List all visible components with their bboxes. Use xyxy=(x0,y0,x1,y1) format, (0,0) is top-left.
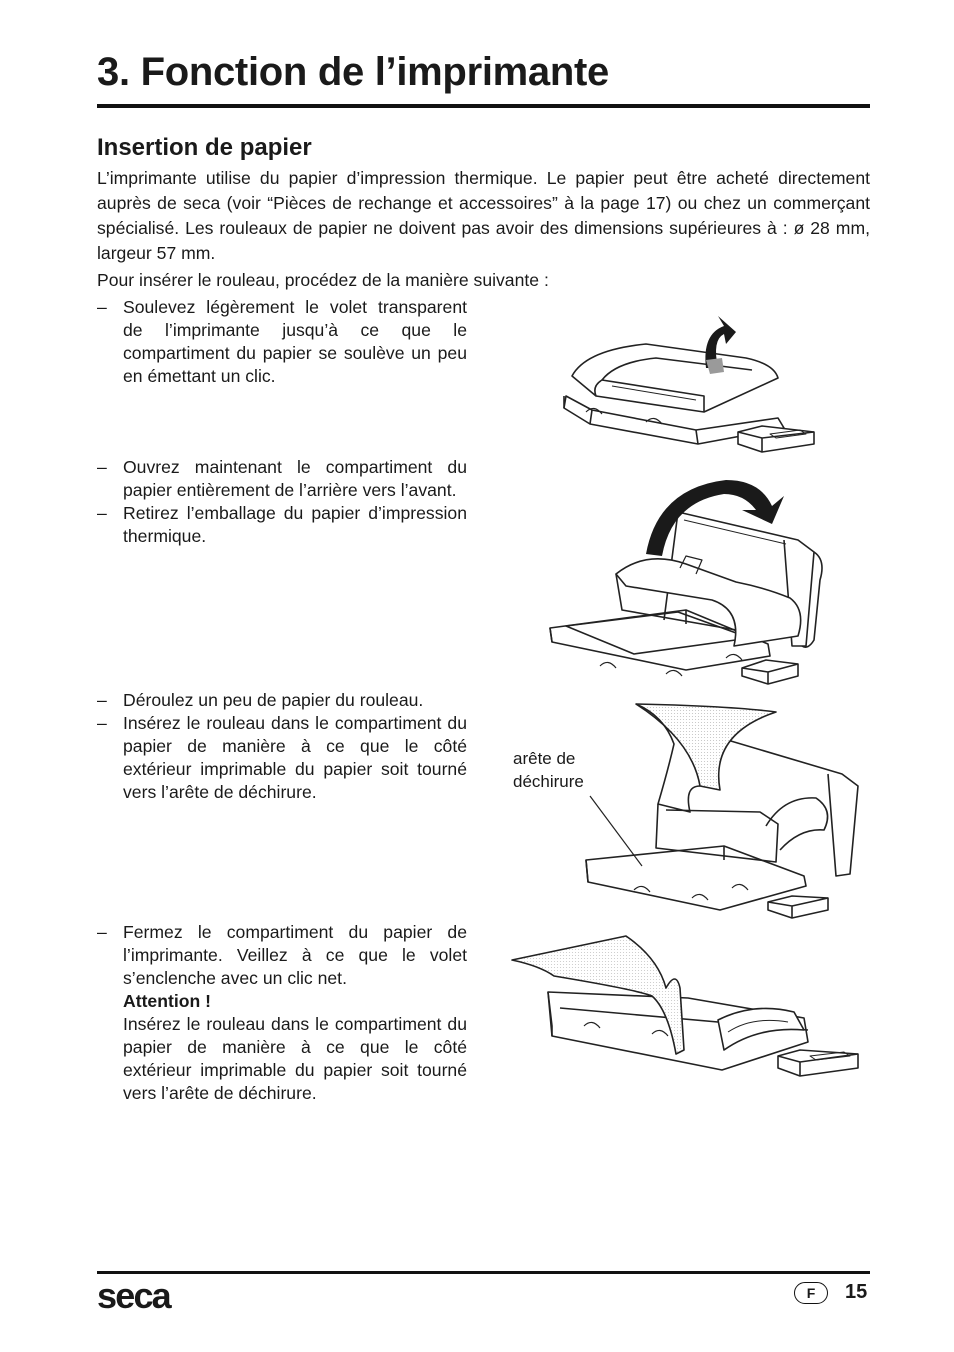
list-item-text: Insérez le rouleau dans le compartiment du papier de manière à ce que le côté extérieur imprimable du papier soit tourné vers l’arête de déchirure. xyxy=(123,713,467,802)
list-item xyxy=(97,921,467,990)
figure-lift-flap xyxy=(556,300,820,460)
step-4 xyxy=(97,921,467,1105)
step-3 xyxy=(97,689,467,804)
step-2 xyxy=(97,456,467,548)
list-item-text: Déroulez un peu de papier du rouleau. xyxy=(123,690,424,710)
list-item xyxy=(97,296,467,388)
callout-leader xyxy=(590,796,642,866)
list-item-text: Fermez le compartiment du papier de l’imprimante. Veillez à ce que le volet s’enclenche avec un clic net. xyxy=(123,922,467,988)
list-item-text: Ouvrez maintenant le compartiment du papier entièrement de l’arrière vers l’avant. xyxy=(123,457,467,500)
list-item xyxy=(97,689,467,712)
list-dash: – xyxy=(97,713,107,733)
intro-paragraph: L’imprimante utilise du papier d’impression thermique. Le papier peut être acheté directement auprès de seca (voir “Pièces de rechange et accessoires” à la page 17) ou chez un commerçant spécialisé. Les rouleaux de papier ne doivent pas avoir des dimensions supérieures à : ø 28 mm, largeur 57 mm. xyxy=(97,168,870,263)
figure-close-compartment xyxy=(508,930,868,1080)
list-item-text: Retirez l’emballage du papier d’impression thermique. xyxy=(123,503,467,546)
page-number: 15 xyxy=(845,1281,868,1303)
section-heading: Insertion de papier xyxy=(97,134,312,161)
list-item-text: Soulevez légèrement le volet transparent de l’imprimante jusqu’à ce que le compartiment du papier se soulève un peu en émettant un clic. xyxy=(123,297,467,386)
list-item xyxy=(97,456,467,502)
list-item xyxy=(97,502,467,548)
list-dash: – xyxy=(97,457,107,477)
list-dash: – xyxy=(97,690,107,710)
list-item xyxy=(97,712,467,804)
figure-open-compartment xyxy=(546,470,828,690)
list-dash: – xyxy=(97,922,107,942)
attention-text: Insérez le rouleau dans le compartiment du papier de manière à ce que le côté extérieur imprimable du papier soit tourné vers l’arête de déchirure. xyxy=(123,1014,467,1103)
attention-title: Attention ! xyxy=(123,991,211,1011)
footer-rule xyxy=(97,1271,870,1274)
step-1 xyxy=(97,296,467,388)
brand-logo: seca xyxy=(97,1275,170,1316)
language-badge: F xyxy=(794,1282,828,1304)
list-dash: – xyxy=(97,297,107,317)
title-rule xyxy=(97,104,870,108)
tear-edge-label xyxy=(513,747,584,793)
figure-insert-roll xyxy=(580,700,864,920)
lead-in-paragraph: Pour insérer le rouleau, procédez de la manière suivante : xyxy=(97,270,549,290)
list-dash: – xyxy=(97,503,107,523)
chapter-title: 3. Fonction de l’imprimante xyxy=(97,50,609,94)
curved-arrow-over-icon xyxy=(646,480,784,556)
tear-edge-label-line: arête de xyxy=(513,749,576,768)
tear-edge-label-line: déchirure xyxy=(513,772,584,791)
